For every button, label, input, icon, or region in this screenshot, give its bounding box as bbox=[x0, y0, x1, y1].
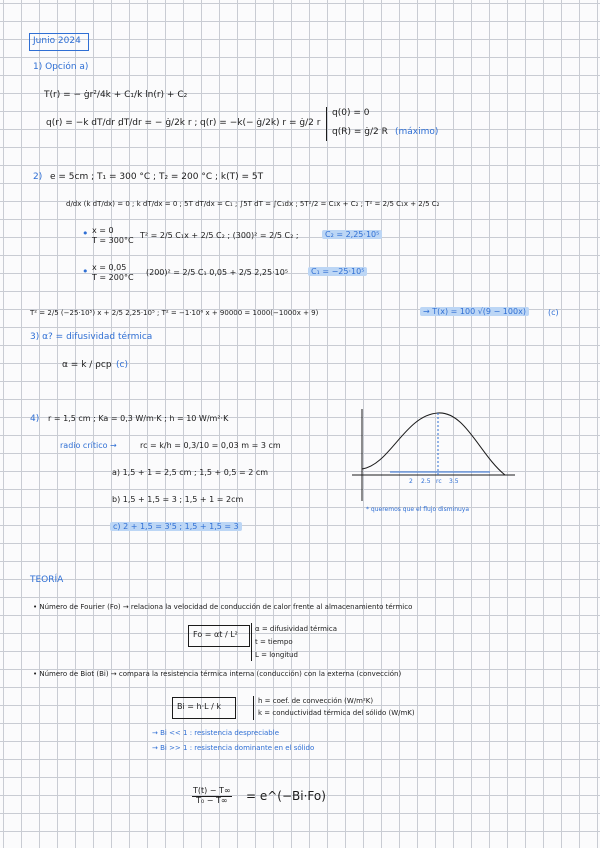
p2-bc1-x: x = 0 bbox=[92, 226, 114, 235]
p4-option-b: b) 1,5 + 1,5 = 3 ; 1,5 + 1 = 2cm bbox=[112, 495, 244, 504]
p1-heading: 1) Opción a) bbox=[33, 62, 89, 72]
fourier-bracket bbox=[251, 623, 252, 661]
p2-ode-steps: d/dx (k dT/dx) = 0 ; k dT/dx = 0 ; 5T dT/dx = C₁ ; ∫5T dT = ∫C₁dx ; 5T²/2 = C₁x + C₂ ; T² = 2/5 C₁x + 2/5 C₂ bbox=[66, 200, 440, 208]
p2-heading: 2) bbox=[33, 172, 43, 182]
p2-bc1-t: T = 300°C bbox=[92, 236, 134, 245]
lumped-rhs: = e^(−Bi·Fo) bbox=[246, 789, 326, 803]
graph-tick: 3.5 bbox=[449, 478, 459, 485]
p3-formula: α = k / ρcp bbox=[62, 360, 112, 370]
graph-tick: 2 bbox=[409, 478, 413, 485]
critical-radius-graph bbox=[350, 405, 520, 515]
teoria-heading: TEORÍA bbox=[30, 575, 64, 585]
p2-bc2-result: C₁ = −25·10⁵ bbox=[308, 267, 367, 276]
fourier-def: t = tiempo bbox=[255, 638, 293, 646]
p1-bracket bbox=[326, 107, 327, 141]
p3-answer: (c) bbox=[116, 360, 128, 370]
fourier-formula: Fo = αt / L² bbox=[193, 630, 238, 639]
p1-flux-result: q(r) = −k(− ġ/2k) r = ġ/2 r bbox=[200, 118, 321, 128]
p4-heading: 4) bbox=[30, 414, 40, 424]
graph-tick: 2.5 bbox=[421, 478, 431, 485]
p1-boundary-2: q(R) = ġ/2 R bbox=[332, 127, 388, 137]
lumped-denominator: T₀ − T∞ bbox=[196, 795, 228, 805]
lumped-fraction bbox=[190, 787, 234, 806]
p2-final-answer: (c) bbox=[548, 308, 559, 317]
p2-final-work: T² = 2/5 (−25·10⁵) x + 2/5 2,25·10⁵ ; T² = −1·10⁶ x + 90000 = 1000(−1000x + 9) bbox=[30, 309, 319, 317]
p2-bc1-result: C₂ = 2,25·10⁵ bbox=[322, 230, 382, 239]
fourier-def: α = difusividad térmica bbox=[255, 625, 338, 633]
lumped-numerator: T(t) − T∞ bbox=[193, 786, 231, 795]
bullet-icon: • bbox=[82, 265, 89, 278]
graph-note: * queremos que el flujo disminuya bbox=[366, 506, 470, 513]
p4-option-c: c) 2 + 1,5 = 3'5 ; 1,5 + 1,5 = 3 bbox=[110, 522, 242, 531]
biot-rule-large: → Bi >> 1 : resistencia dominante en el sólido bbox=[152, 744, 315, 752]
p2-bc1-work: T² = 2/5 C₁x + 2/5 C₂ ; (300)² = 2/5 C₂ ; bbox=[140, 231, 299, 240]
p4-critical-label: radio crítico → bbox=[60, 441, 117, 450]
p1-max-note: (máximo) bbox=[395, 127, 439, 137]
p2-bc2-work: (200)² = 2/5 C₁ 0,05 + 2/5 2,25·10⁵ bbox=[146, 268, 289, 277]
biot-title: • Número de Biot (Bi) → compara la resistencia térmica interna (conducción) con la externa (convección) bbox=[33, 670, 402, 678]
biot-bracket bbox=[253, 696, 254, 720]
p2-final-result: → T(x) = 100 √(9 − 100x) bbox=[420, 307, 529, 316]
p2-bc2-t: T = 200°C bbox=[92, 273, 134, 282]
fourier-title: • Número de Fourier (Fo) → relaciona la velocidad de conducción de calor frente al almacenamiento térmico bbox=[33, 603, 413, 611]
fourier-def: L = longitud bbox=[255, 651, 298, 659]
p2-data: e = 5cm ; T₁ = 300 °C ; T₂ = 200 °C ; k(T) = 5T bbox=[50, 172, 264, 182]
biot-formula: Bi = h·L / k bbox=[177, 702, 221, 711]
p1-temperature-eq: T(r) = − ġr²/4k + C₁/k ln(r) + C₂ bbox=[44, 90, 188, 100]
graph-tick: rc bbox=[436, 478, 442, 485]
p2-bc2-x: x = 0,05 bbox=[92, 263, 127, 272]
bullet-icon: • bbox=[82, 227, 89, 240]
p1-boundary-1: q(0) = 0 bbox=[332, 108, 370, 118]
biot-rule-small: → Bi << 1 : resistencia despreciable bbox=[152, 729, 279, 737]
p1-gradient: dT/dr = − ġ/2k r ; bbox=[118, 118, 198, 128]
page-title: Junio 2024 bbox=[33, 36, 81, 46]
p3-heading: 3) α? = difusividad térmica bbox=[30, 332, 153, 342]
p4-critical-eq: rc = k/h = 0,3/10 = 0,03 m = 3 cm bbox=[140, 441, 281, 450]
graph-curve bbox=[362, 413, 505, 475]
biot-def: h = coef. de convección (W/m²K) bbox=[258, 697, 374, 705]
p1-flux-def: q(r) = −k dT/dr ; bbox=[46, 118, 121, 128]
p4-data: r = 1,5 cm ; Ka = 0,3 W/m·K ; h = 10 W/m²·K bbox=[48, 414, 229, 423]
p4-option-a: a) 1,5 + 1 = 2,5 cm ; 1,5 + 0,5 = 2 cm bbox=[112, 468, 269, 477]
biot-def: k = conductividad térmica del sólido (W/mK) bbox=[258, 709, 415, 717]
